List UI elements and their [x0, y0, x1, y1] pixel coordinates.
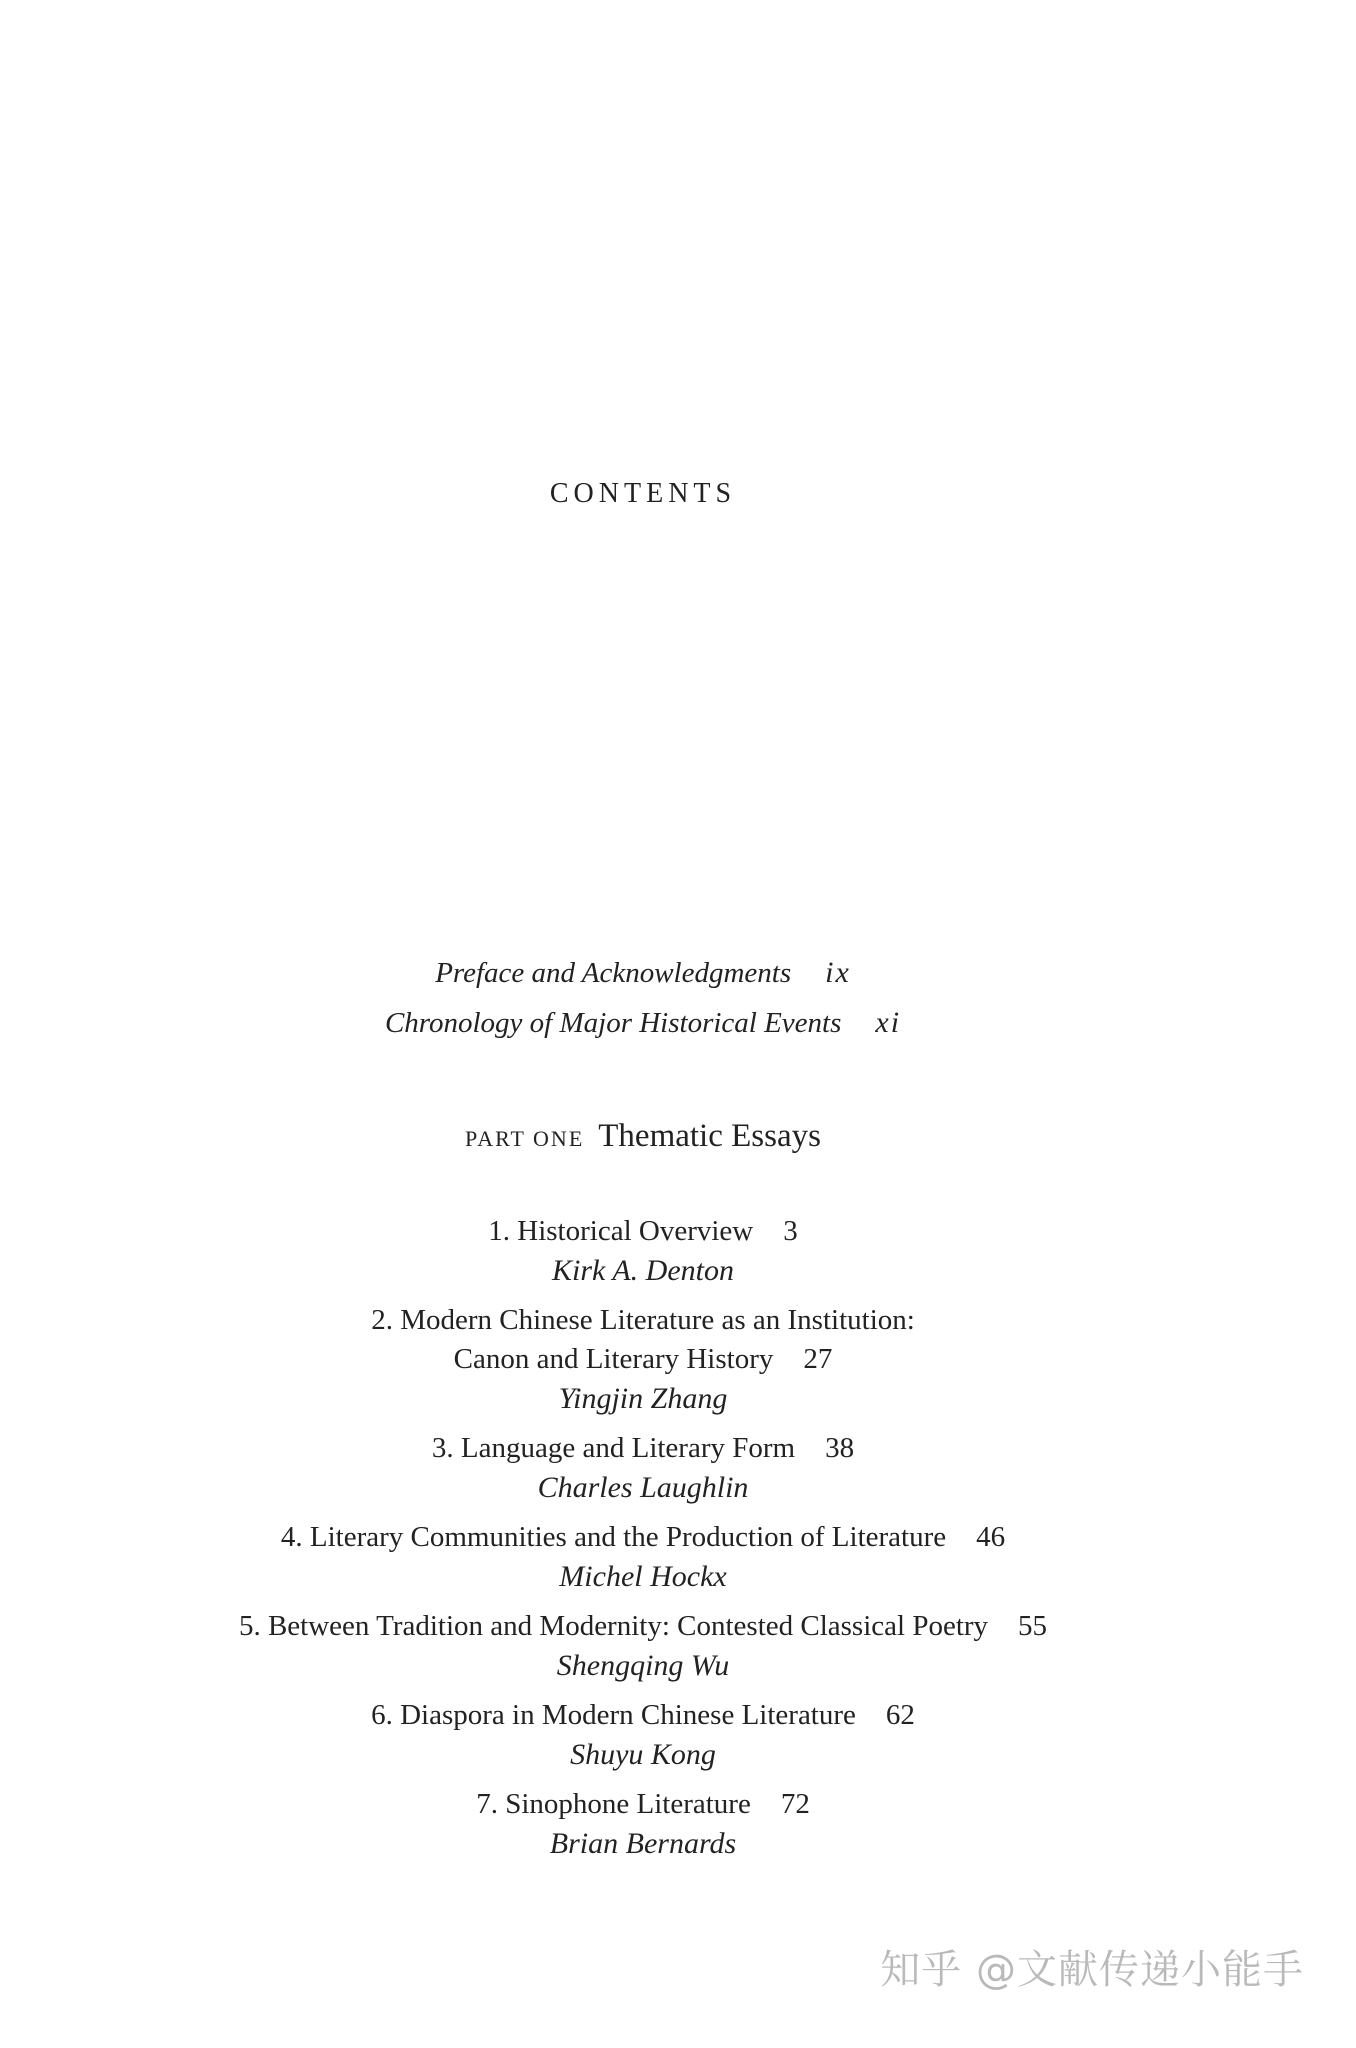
- contents-heading: CONTENTS: [549, 478, 737, 509]
- watermark: 知乎 @文献传递小能手: [880, 1947, 1304, 1993]
- front-matter-list: [0, 948, 1286, 1048]
- chapter-author: Kirk A. Denton: [552, 1254, 734, 1287]
- front-matter-page: xi: [875, 1006, 902, 1039]
- chapter-page: 3: [783, 1215, 798, 1247]
- chapter-entry: [0, 1429, 1286, 1507]
- part-title: Thematic Essays: [598, 1118, 821, 1154]
- chapter-author: Yingjin Zhang: [558, 1382, 728, 1415]
- chapter-page: 55: [1018, 1610, 1048, 1642]
- chapter-page: 62: [885, 1699, 915, 1731]
- part-label: PART ONE: [465, 1126, 585, 1151]
- chapter-title: 2. Modern Chinese Literature as an Institution:: [371, 1304, 915, 1336]
- chapter-author: Charles Laughlin: [537, 1471, 749, 1504]
- chapter-entry: [0, 1301, 1286, 1418]
- front-matter-item: [0, 948, 1286, 998]
- chapter-entry: [0, 1518, 1286, 1596]
- chapter-title: 4. Literary Communities and the Production of Literature: [280, 1521, 947, 1553]
- front-matter-item: [0, 998, 1286, 1048]
- chapter-author: Michel Hockx: [559, 1560, 727, 1593]
- chapter-list: [0, 1212, 1286, 1874]
- chapter-title: 1. Historical Overview: [488, 1215, 754, 1247]
- chapter-author: Shengqing Wu: [556, 1649, 730, 1682]
- chapter-entry: [0, 1696, 1286, 1774]
- chapter-entry: [0, 1785, 1286, 1863]
- front-matter-title: Preface and Acknowledgments: [435, 957, 792, 989]
- chapter-entry: [0, 1212, 1286, 1290]
- chapter-title-continued: Canon and Literary History: [453, 1343, 774, 1375]
- chapter-title: 3. Language and Literary Form: [431, 1432, 796, 1464]
- chapter-page: 46: [976, 1521, 1006, 1553]
- chapter-title: 5. Between Tradition and Modernity: Contested Classical Poetry: [238, 1610, 989, 1642]
- chapter-page: 27: [803, 1343, 833, 1375]
- front-matter-title: Chronology of Major Historical Events: [384, 1007, 842, 1039]
- chapter-page: 72: [780, 1788, 810, 1820]
- front-matter-page: ix: [825, 956, 851, 989]
- chapter-title: 6. Diaspora in Modern Chinese Literature: [371, 1699, 856, 1731]
- chapter-title: 7. Sinophone Literature: [476, 1788, 751, 1820]
- chapter-author: Brian Bernards: [549, 1827, 737, 1860]
- chapter-author: Shuyu Kong: [570, 1738, 716, 1771]
- part-heading: [0, 1118, 1286, 1155]
- chapter-entry: [0, 1607, 1286, 1685]
- chapter-page: 38: [825, 1432, 855, 1464]
